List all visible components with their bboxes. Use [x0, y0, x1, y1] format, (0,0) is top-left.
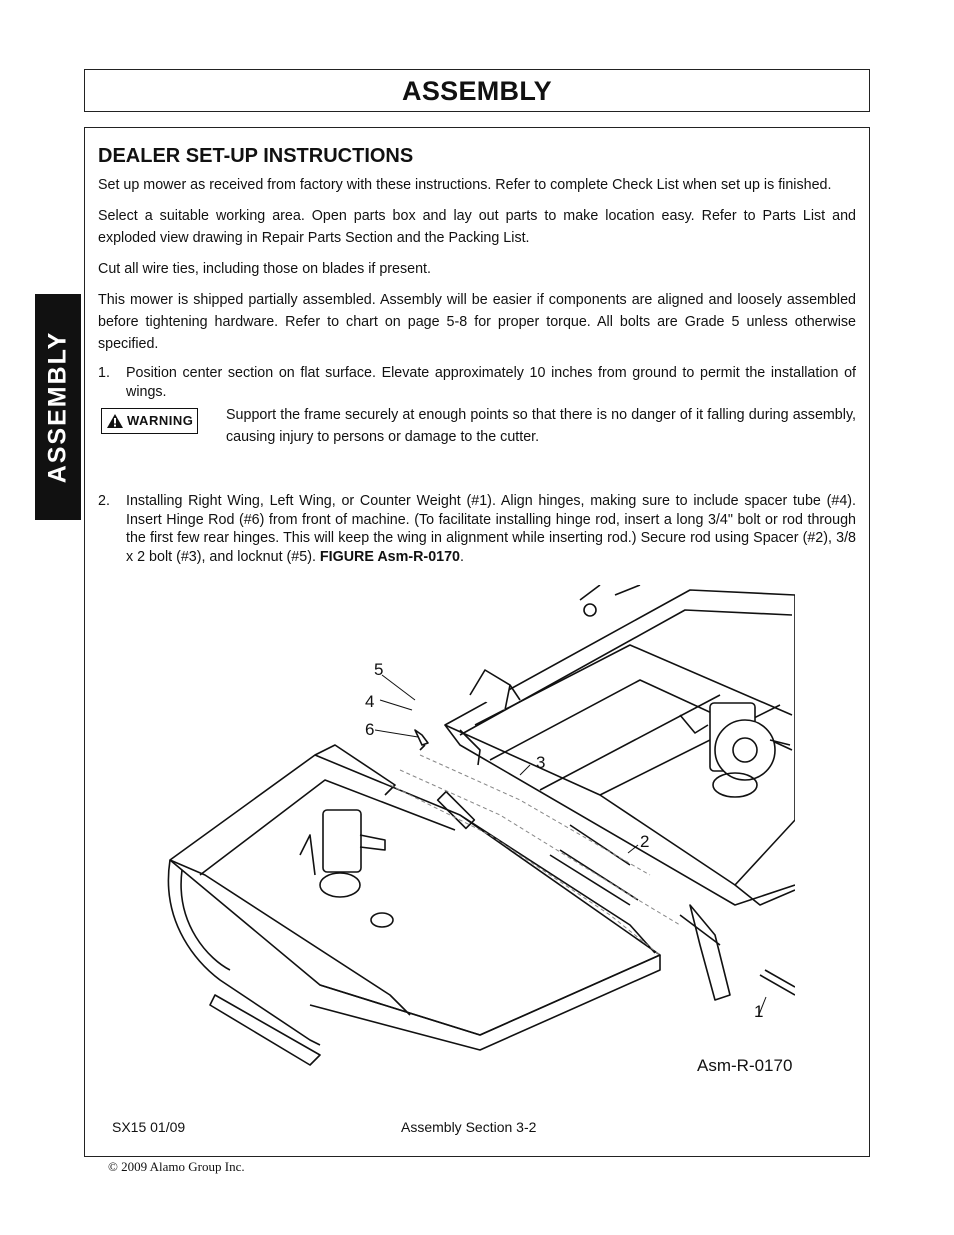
callout-2: 2 — [640, 832, 650, 851]
section-title: DEALER SET-UP INSTRUCTIONS — [98, 145, 414, 167]
figure-reference: FIGURE Asm-R-0170 — [319, 548, 460, 565]
warning-block — [98, 404, 856, 448]
callout-4: 4 — [365, 692, 375, 711]
step-number: 2. — [98, 493, 110, 509]
footer-section: Assembly Section 3-2 — [401, 1119, 537, 1135]
step-text: Installing Right Wing, Left Wing, or Counter Weight (#1). Align hinges, making sure to include spacer tube (#4). Insert Hinge Rod (#6) from front of machine. (To facilitate installing hinge rod, insert a long 3/4" bolt or rod through the first few rear hinges. This will keep the wing in alignment while inserting rod.) Secure rod using Spacer (#2), 3/8 x 2 bolt (#3), and locknut (#5). — [126, 493, 856, 565]
step-1 — [98, 364, 856, 401]
step-end: . — [460, 548, 464, 565]
content — [98, 140, 856, 566]
warning-badge — [101, 408, 198, 434]
step-2 — [98, 492, 856, 566]
warning-text: Support the frame securely at enough points so that there is no danger of it falling during assembly, causing injury to persons or damage to the cutter. — [226, 407, 856, 445]
step-text: Position center section on flat surface. Elevate approximately 10 inches from ground to permit the installation of wings. — [126, 365, 856, 400]
side-tab-label: ASSEMBLY — [43, 330, 72, 484]
wing-drawing — [168, 745, 660, 1065]
warning-triangle-icon — [106, 413, 124, 429]
page-title: ASSEMBLY — [402, 76, 552, 106]
step-number: 1. — [98, 365, 110, 381]
copyright: © 2009 Alamo Group Inc. — [108, 1159, 245, 1174]
side-tab — [35, 294, 81, 520]
paragraph-3: Cut all wire ties, including those on blades if present. — [98, 261, 431, 277]
callout-5: 5 — [374, 660, 384, 679]
warning-label: WARNING — [127, 413, 194, 428]
paragraph-2: Select a suitable working area. Open parts box and lay out parts to make location easy. Refer to Parts List and exploded view drawing in Repair Parts Section and the Packing List. — [98, 208, 856, 246]
callout-1: 1 — [754, 1002, 764, 1021]
paragraph-4: This mower is shipped partially assembled. Assembly will be easier if components are aligned and loosely assembled before tightening hardware. Refer to chart on page 5-8 for proper torque. All bolts are Grade 5 unless otherwise specified. — [98, 292, 856, 352]
header-box — [84, 69, 870, 112]
assembly-figure — [160, 585, 795, 1090]
footer-model: SX15 01/09 — [112, 1119, 186, 1135]
paragraph-1: Set up mower as received from factory with these instructions. Refer to complete Check List when set up is finished. — [98, 177, 832, 193]
callout-6: 6 — [365, 720, 375, 739]
callout-3: 3 — [536, 753, 546, 772]
figure-id-label: Asm-R-0170 — [697, 1056, 793, 1075]
